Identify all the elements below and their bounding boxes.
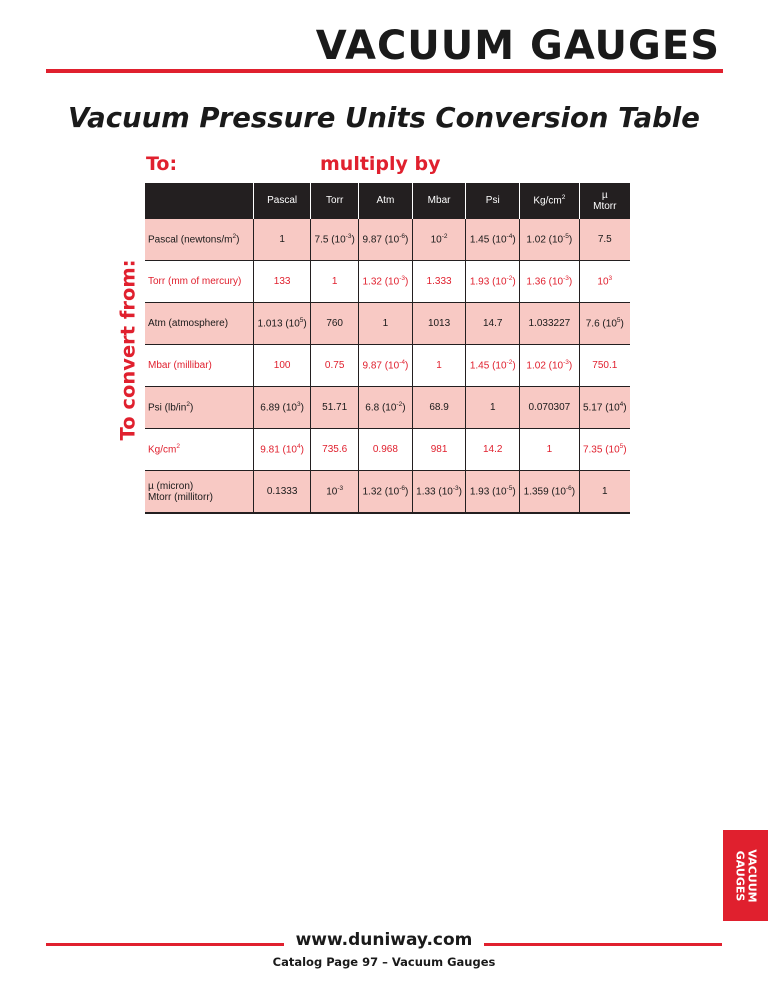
website-link[interactable]: www.duniway.com <box>295 930 473 950</box>
column-header: $Kg/cm^2$ <box>520 183 580 219</box>
table-cell: 1013 <box>412 303 466 345</box>
table-cell: 0.1333 <box>254 471 311 514</box>
table-cell: 1.93 $(10^{-2})$ <box>466 261 520 303</box>
table-cell: 1.32 $(10^{-6})$ <box>359 471 413 514</box>
table-cell: 1 <box>520 429 580 471</box>
column-header: Mbar <box>412 183 466 219</box>
table-cell: 9.81 $(10^4)$ <box>254 429 311 471</box>
table-cell: 1.359 $(10^{-6})$ <box>520 471 580 514</box>
table-row <box>145 429 630 471</box>
header-corner-cell <box>145 183 254 219</box>
table-row <box>145 345 630 387</box>
table-cell: 5.17 $(10^4)$ <box>579 387 630 429</box>
multiply-by-label: multiply by <box>320 153 441 175</box>
header-title: VACUUM GAUGES <box>315 23 720 69</box>
column-header: Psi <box>466 183 520 219</box>
table-cell: 981 <box>412 429 466 471</box>
table-cell: 9.87 $(10^{-4})$ <box>359 345 413 387</box>
table-cell: 1.36 $(10^{-3})$ <box>520 261 580 303</box>
table-cell: 14.2 <box>466 429 520 471</box>
table-cell: 1.45 $(10^{-4})$ <box>466 219 520 261</box>
table-cell: 6.89 $(10^3)$ <box>254 387 311 429</box>
table-cell: 1.333 <box>412 261 466 303</box>
row-label: $Kg/cm^2$ <box>145 429 254 471</box>
table-row <box>145 303 630 345</box>
table-cell: 9.87 $(10^{-6})$ <box>359 219 413 261</box>
table-cell: 133 <box>254 261 311 303</box>
table-cell: 0.968 <box>359 429 413 471</box>
row-label: Torr (mm of mercury) <box>145 261 254 303</box>
table-cell: 750.1 <box>579 345 630 387</box>
table-row <box>145 261 630 303</box>
page-title: Vacuum Pressure Units Conversion Table <box>68 102 700 134</box>
column-header: Torr <box>311 183 359 219</box>
row-label: Pascal $(newtons/m^2)$ <box>145 219 254 261</box>
table-cell: 760 <box>311 303 359 345</box>
table-cell: 1 <box>412 345 466 387</box>
table-cell: 68.9 <box>412 387 466 429</box>
to-label: To: <box>146 153 178 175</box>
row-label: µ (micron) Mtorr (millitorr) <box>145 471 254 514</box>
table-cell: 1.02 $(10^{-3})$ <box>520 345 580 387</box>
table-cell: $10^{-2}$ <box>412 219 466 261</box>
table-cell: 1.32 $(10^{-3})$ <box>359 261 413 303</box>
table-cell: 1.33 $(10^{-3})$ <box>412 471 466 514</box>
table-cell: 0.75 <box>311 345 359 387</box>
table-cell: 1 <box>579 471 630 514</box>
row-label: Atm (atmosphere) <box>145 303 254 345</box>
conversion-table <box>145 183 630 514</box>
column-header: Atm <box>359 183 413 219</box>
column-header: Pascal <box>254 183 311 219</box>
table-cell: 0.070307 <box>520 387 580 429</box>
table-cell: 1.033227 <box>520 303 580 345</box>
table-cell: 7.6 $(10^5)$ <box>579 303 630 345</box>
convert-from-label: To convert from: <box>116 259 140 441</box>
table-cell: 1.93 $(10^{-5})$ <box>466 471 520 514</box>
table-cell: 51.71 <box>311 387 359 429</box>
table-cell: 100 <box>254 345 311 387</box>
table-cell: 14.7 <box>466 303 520 345</box>
table-cell: 1 <box>254 219 311 261</box>
table-row <box>145 219 630 261</box>
table-row <box>145 387 630 429</box>
table-row <box>145 471 630 514</box>
table-cell: 1 <box>359 303 413 345</box>
table-cell: 1 <box>466 387 520 429</box>
table-cell: 1 <box>311 261 359 303</box>
table-cell: 7.5 $(10^{-3})$ <box>311 219 359 261</box>
table-cell: 1.45 $(10^{-2})$ <box>466 345 520 387</box>
table-cell: 1.02 $(10^{-5})$ <box>520 219 580 261</box>
catalog-page-label: Catalog Page 97 – Vacuum Gauges <box>272 955 496 969</box>
table-cell: $10^{-3}$ <box>311 471 359 514</box>
header-divider <box>46 69 723 73</box>
table-cell: 1.013 $(10^5)$ <box>254 303 311 345</box>
row-label: Mbar (millibar) <box>145 345 254 387</box>
section-tab-label: VACUUM GAUGES <box>733 848 759 903</box>
table-body <box>145 219 630 514</box>
table-cell: 7.5 <box>579 219 630 261</box>
section-tab[interactable] <box>723 830 768 921</box>
table-header-row <box>145 183 630 219</box>
table-cell: $10^3$ <box>579 261 630 303</box>
column-header: µ Mtorr <box>579 183 630 219</box>
table-cell: 7.35 $(10^5)$ <box>579 429 630 471</box>
table-cell: 735.6 <box>311 429 359 471</box>
row-label: Psi $(lb/in^2)$ <box>145 387 254 429</box>
table-cell: 6.8 $(10^{-2})$ <box>359 387 413 429</box>
